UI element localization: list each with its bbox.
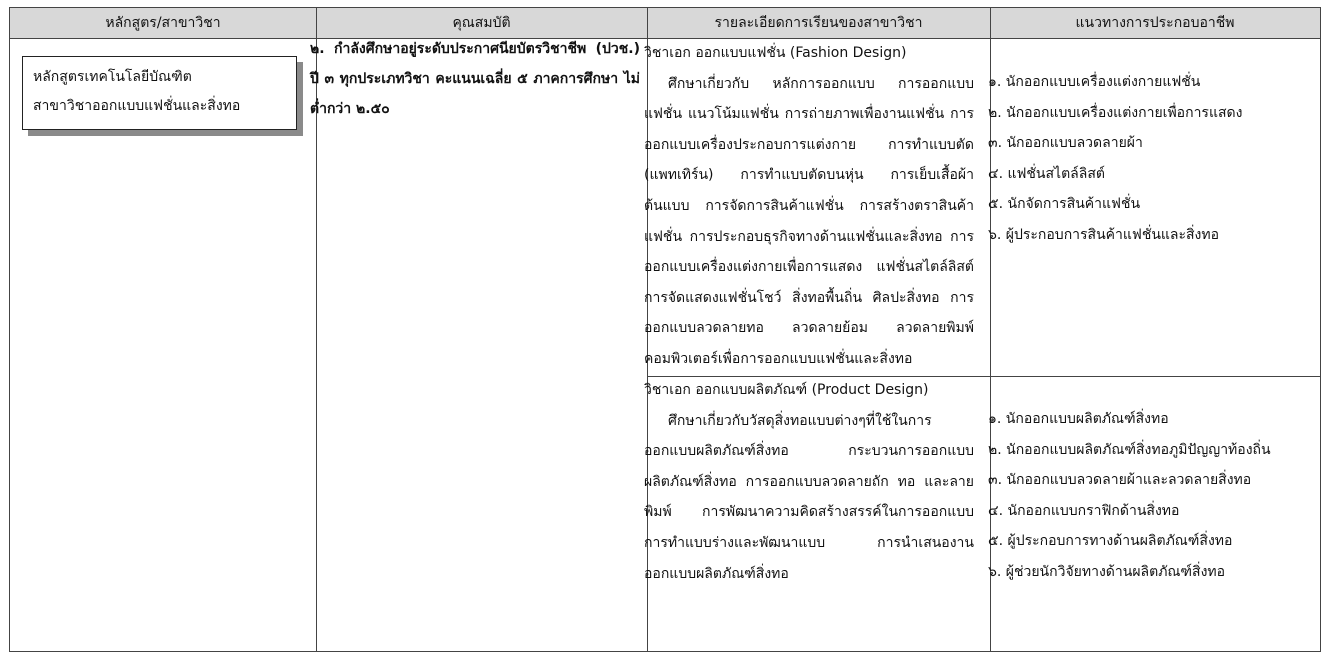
major-detail xyxy=(644,38,974,375)
career-item: ๓. นักออกแบบลวดลายผ้าและลวดลายสิ่งทอ xyxy=(988,472,1252,489)
course-name-box xyxy=(22,56,297,130)
major-title: วิชาเอก ออกแบบแฟชั่น (Fashion Design) xyxy=(644,45,907,61)
career-item: ๒. นักออกแบบเครื่องแต่งกายเพื่อการแสดง xyxy=(988,104,1243,121)
header-career: แนวทางการประกอบอาชีพ xyxy=(1075,15,1235,31)
major-detail xyxy=(644,375,974,589)
career-item: ๑. นักออกแบบเครื่องแต่งกายแฟชั่น xyxy=(988,74,1201,90)
table-header-row xyxy=(10,8,1320,39)
header-qualification: คุณสมบัติ xyxy=(452,15,511,31)
major-description: ศึกษาเกี่ยวกับ หลักการออกแบบ การออกแบบแฟชั่น แนวโน้มแฟชั่น การถ่ายภาพเพื่องานแฟชั่น การออกแบบเครื่องประกอบการแต่งกาย การทำแบบตัด (แพทเทิร์น) การทำแบบตัดบนหุ่น การเย็บเสื้อผ้าต้นแบบ การจัดการสินค้าแฟชั่น การสร้างตราสินค้าแฟชั่น การประกอบธุรกิจทางด้านแฟชั่นและสิ่งทอ การออกแบบเครื่องแต่งกายเพื่อการแสดง แฟชั่นสไตล์ลิสต์ การจัดแสดงแฟชั่นโชว์ สิ่งทอพื้นถิ่น ศิลปะสิ่งทอ การออกแบบลวดลายทอ ลวดลายย้อม ลวดลายพิมพ์คอมพิวเตอร์เพื่อการออกแบบแฟชั่นและสิ่งทอ xyxy=(644,75,974,367)
career-item: ๖. ผู้ประกอบการสินค้าแฟชั่นและสิ่งทอ xyxy=(988,226,1220,243)
career-item: ๑. นักออกแบบผลิตภัณฑ์สิ่งทอ xyxy=(988,411,1169,427)
course-name-line: สาขาวิชาออกแบบแฟชั่นและสิ่งทอ xyxy=(33,98,241,114)
course-name-line: หลักสูตรเทคโนโลยีบัณฑิต xyxy=(33,69,192,85)
qualification-text: ๒. กำลังศึกษาอยู่ระดับประกาศนียบัตรวิชาชีพ (ปวช.) ปี ๓ ทุกประเภทวิชา คะแนนเฉลี่ย ๕ ภาคการศึกษา ไม่ต่ำกว่า ๒.๕๐ xyxy=(310,41,640,117)
career-item: ๖. ผู้ช่วยนักวิจัยทางด้านผลิตภัณฑ์สิ่งทอ xyxy=(988,563,1226,580)
career-item: ๔. นักออกแบบกราฟิกด้านสิ่งทอ xyxy=(988,502,1180,519)
career-item: ๔. แฟชั่นสไตล์ลิสต์ xyxy=(988,165,1105,182)
header-details: รายละเอียดการเรียนของสาขาวิชา xyxy=(714,15,923,31)
major-description: ศึกษาเกี่ยวกับวัสดุสิ่งทอแบบต่างๆที่ใช้ในการออกแบบผลิตภัณฑ์สิ่งทอ กระบวนการออกแบบผลิตภัณฑ์สิ่งทอ การออกแบบลวดลายถัก ทอ และลายพิมพ์ การพัฒนาความคิดสร้างสรรค์ในการออกแบบ การทำแบบร่างและพัฒนาแบบ การนำเสนองานออกแบบผลิตภัณฑ์สิ่งทอ xyxy=(644,412,974,582)
career-item: ๒. นักออกแบบผลิตภัณฑ์สิ่งทอภูมิปัญญาท้องถิ่น xyxy=(988,441,1271,458)
header-course: หลักสูตร/สาขาวิชา xyxy=(105,15,221,31)
career-item: ๕. นักจัดการสินค้าแฟชั่น xyxy=(988,196,1141,213)
career-item: ๓. นักออกแบบลวดลายผ้า xyxy=(988,135,1143,152)
major-title: วิชาเอก ออกแบบผลิตภัณฑ์ (Product Design) xyxy=(644,382,929,398)
career-list xyxy=(988,67,1308,251)
career-item: ๕. ผู้ประกอบการทางด้านผลิตภัณฑ์สิ่งทอ xyxy=(988,533,1233,550)
career-list xyxy=(988,404,1308,588)
